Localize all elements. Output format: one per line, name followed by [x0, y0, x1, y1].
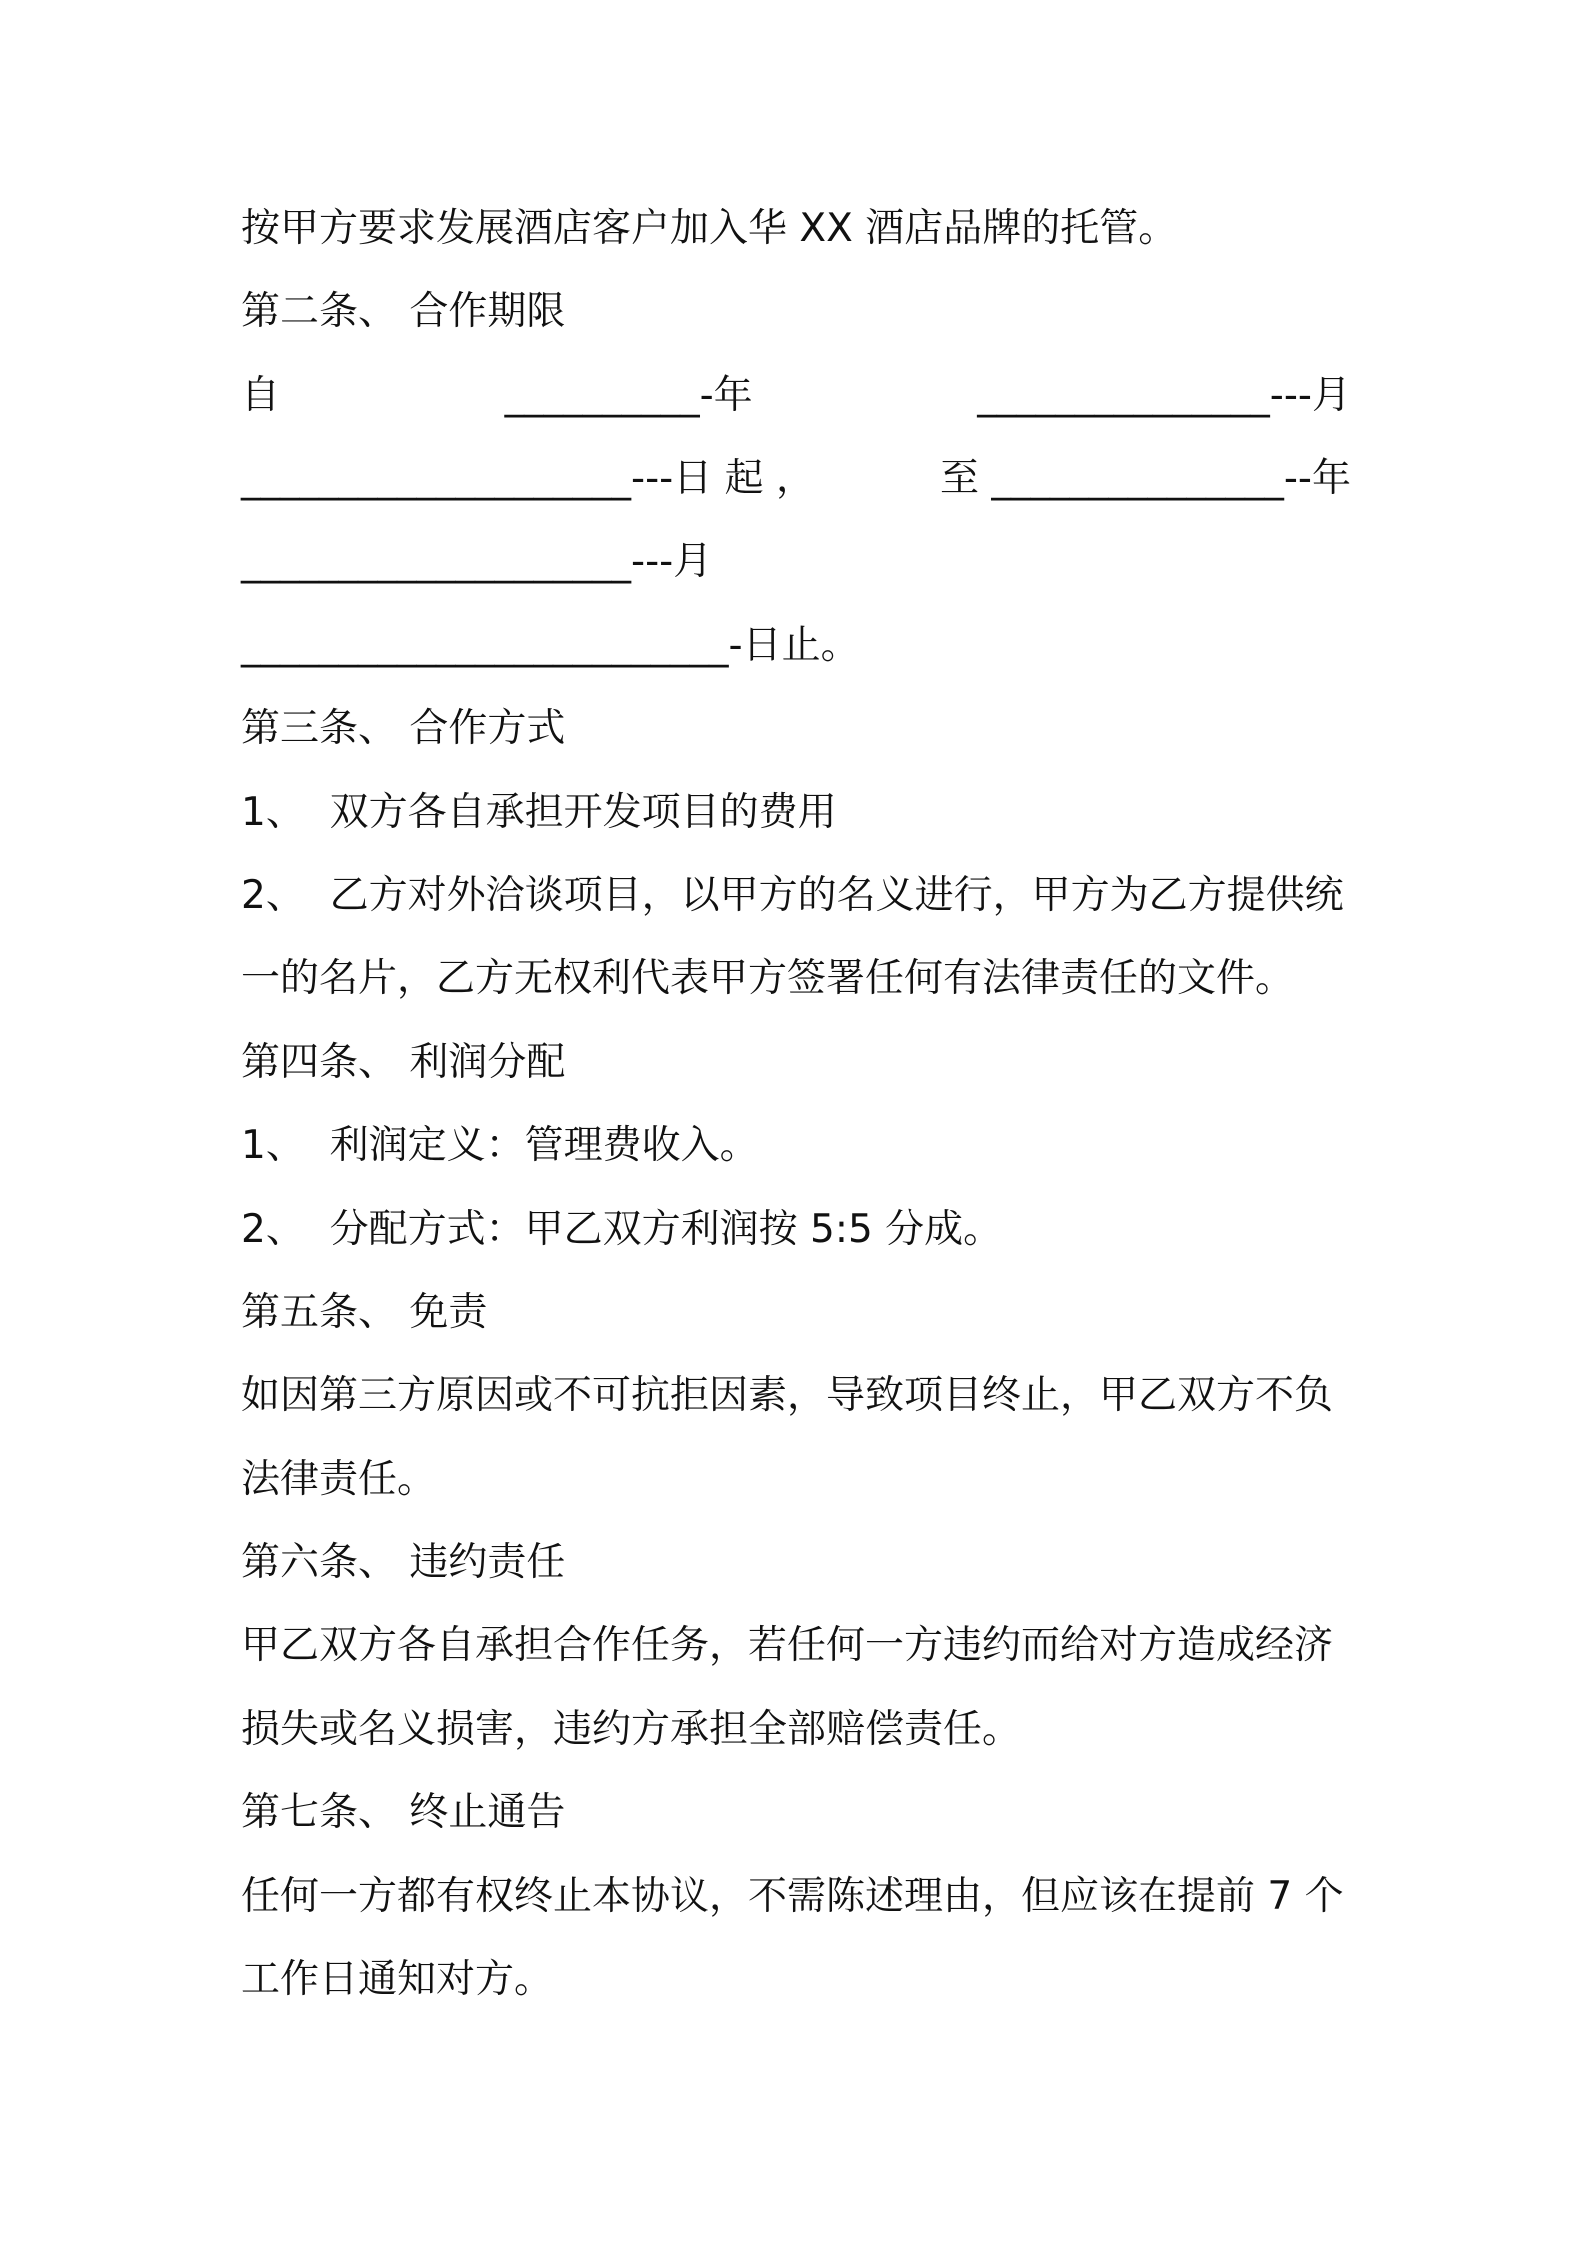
article-7-line-1: 任何一方都有权终止本协议，不需陈述理由，但应该在提前 7 个	[241, 1874, 1344, 1919]
term-line-2	[241, 455, 1351, 503]
term-end-year-blank: 至 _______________--年	[939, 456, 1351, 501]
heading-article-6: 第六条、 违约责任	[241, 1540, 566, 1585]
article-5-line-2: 法律责任。	[241, 1457, 437, 1502]
term-start-label: 自	[241, 373, 281, 418]
article-4-item-2: 2、 分配方式：甲乙双方利润按 5:5 分成。	[241, 1207, 1003, 1252]
heading-article-3: 第三条、 合作方式	[241, 706, 566, 751]
article-6-line-1: 甲乙双方各自承担合作任务，若任何一方违约而给对方造成经济	[241, 1623, 1334, 1668]
term-line-4: _________________________-日止。	[241, 623, 860, 668]
term-day-blank: ____________________---日 起 ，	[241, 456, 816, 501]
heading-article-2: 第二条、 合作期限	[241, 289, 566, 334]
term-line-3: ____________________---月	[241, 539, 713, 584]
article-3-item-2-line-2: 一的名片，乙方无权利代表甲方签署任何有法律责任的文件。	[241, 956, 1295, 1001]
term-year-blank: __________-年	[504, 373, 753, 418]
heading-article-7: 第七条、 终止通告	[241, 1790, 566, 1835]
article-6-line-2: 损失或名义损害，违约方承担全部赔偿责任。	[241, 1707, 1022, 1752]
article-5-line-1: 如因第三方原因或不可抗拒因素，导致项目终止，甲乙双方不负	[241, 1373, 1334, 1418]
heading-article-5: 第五条、 免责	[241, 1290, 488, 1335]
paragraph-intro: 按甲方要求发展酒店客户加入华 XX 酒店品牌的托管。	[241, 206, 1178, 251]
article-3-item-2-line-1: 2、 乙方对外洽谈项目，以甲方的名义进行，甲方为乙方提供统	[241, 873, 1344, 918]
heading-article-4: 第四条、 利润分配	[241, 1040, 566, 1085]
term-month-blank: _______________---月	[977, 373, 1351, 418]
article-7-line-2: 工作日通知对方。	[241, 1957, 554, 2002]
article-4-item-1: 1、 利润定义：管理费收入。	[241, 1123, 759, 1168]
term-line-1	[241, 372, 1351, 420]
article-3-item-1: 1、 双方各自承担开发项目的费用	[241, 790, 837, 835]
